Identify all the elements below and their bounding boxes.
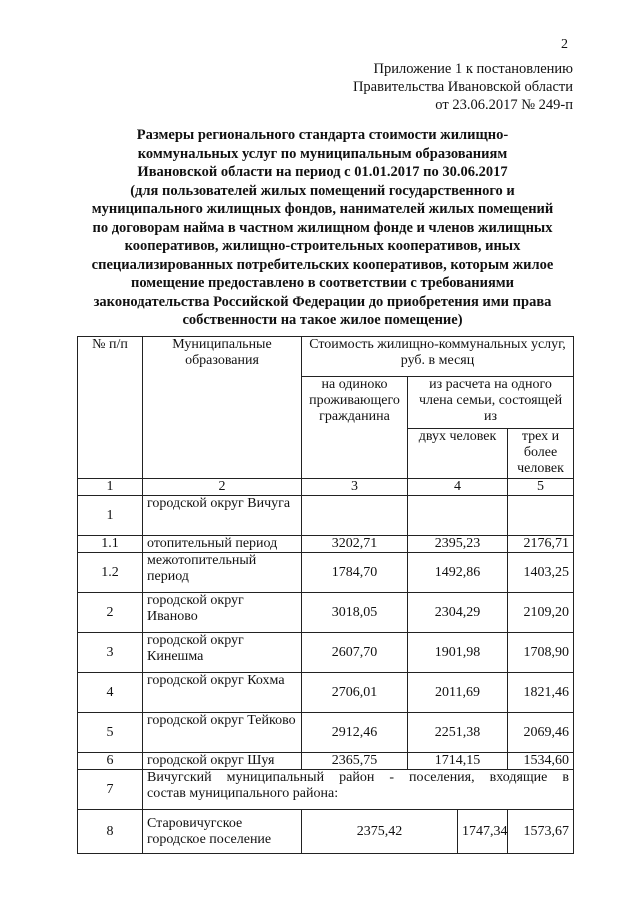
appendix-line: Приложение 1 к постановлению (373, 61, 573, 77)
section-line: Вичугский муниципальный район - поселения, входящие в (147, 770, 570, 785)
row-num: 8 (78, 810, 143, 854)
title-line: помещение предоставлено в соответствии с требованиями (130, 275, 515, 291)
row-num: 3 (78, 633, 143, 673)
header-num: № п/п (78, 337, 143, 479)
row-three: 2176,71 (508, 536, 574, 553)
row-name: межотопительный период (143, 553, 302, 593)
header-two: двух человек (408, 429, 508, 479)
row-three: 2109,20 (508, 593, 574, 633)
row-name: городской округ Вичуга (143, 496, 302, 536)
row-name: городской округ Шуя (143, 753, 302, 770)
row-name: городской округ Тейково (143, 713, 302, 753)
title-line: собственности на такое жилое помещение) (182, 312, 463, 328)
row-two: 2011,69 (408, 673, 508, 713)
row-three: 1708,90 (508, 633, 574, 673)
row-two: 1492,86 (408, 553, 508, 593)
title-line: (для пользователей жилых помещений государственного и (130, 182, 515, 199)
title-line: законодательства Российской Федерации до приобретения ими права (93, 293, 552, 310)
section-line: состав муниципального района: (147, 786, 339, 801)
row-single: 3202,71 (302, 536, 408, 553)
header-single: на одиноко проживающего гражданина (302, 377, 408, 479)
title-line: муниципального жилищных фондов, нанимателей жилых помещений (91, 201, 554, 217)
row-num: 2 (78, 593, 143, 633)
row-single: 3018,05 (302, 593, 408, 633)
title-line: по договорам найма в частном жилищном фонде и членов жилищных (92, 219, 553, 236)
row-single: 2912,46 (302, 713, 408, 753)
col-number: 5 (508, 479, 574, 496)
row-single: 1784,70 (302, 553, 408, 593)
table-row (78, 553, 574, 593)
table-row (78, 753, 574, 770)
table-row (78, 496, 574, 536)
row-two (408, 496, 508, 536)
row-single: 2607,70 (302, 633, 408, 673)
document-title (70, 126, 575, 330)
table-row (78, 810, 574, 854)
col-number: 3 (302, 479, 408, 496)
row-two: 1901,98 (408, 633, 508, 673)
header-cost: Стоимость жилищно-коммунальных услуг, руб. в месяц (302, 337, 574, 377)
row-num: 6 (78, 753, 143, 770)
appendix-line: Правительства Ивановской области (352, 79, 573, 95)
appendix-note (353, 60, 573, 114)
row-three: 1573,67 (508, 810, 574, 854)
row-name: отопительный период (143, 536, 302, 553)
table-row (78, 713, 574, 753)
row-three: 1534,60 (508, 753, 574, 770)
page-number: 2 (561, 37, 568, 52)
row-name: Старовичугское городское поселение (143, 810, 302, 854)
title-line: кооперативов, жилищно-строительных кооперативов, иных (124, 238, 521, 254)
row-two: 2395,23 (408, 536, 508, 553)
header-municipality: Муниципальные образования (143, 337, 302, 479)
row-num: 4 (78, 673, 143, 713)
row-single: 2365,75 (302, 753, 408, 770)
row-single (302, 496, 408, 536)
title-line: специализированных потребительских кооперативов, которым жилое (91, 256, 554, 273)
table-row (78, 633, 574, 673)
table-row (78, 536, 574, 553)
row-section-text (143, 770, 574, 810)
row-two: 1747,34 (458, 810, 508, 854)
col-number: 1 (78, 479, 143, 496)
header-three-plus: трех и более человек (508, 429, 574, 479)
row-three (508, 496, 574, 536)
row-num: 1.2 (78, 553, 143, 593)
table-row (78, 673, 574, 713)
col-number: 4 (408, 479, 508, 496)
cost-table (77, 336, 574, 854)
row-two: 2304,29 (408, 593, 508, 633)
row-two: 2251,38 (408, 713, 508, 753)
table-row (78, 770, 574, 810)
row-three: 1403,25 (508, 553, 574, 593)
row-num: 7 (78, 770, 143, 810)
appendix-line: от 23.06.2017 № 249-п (435, 97, 573, 113)
table-row (78, 593, 574, 633)
row-num: 1.1 (78, 536, 143, 553)
row-name: городской округ Кинешма (143, 633, 302, 673)
title-line: коммунальных услуг по муниципальным образованиям (137, 145, 508, 162)
row-three: 1821,46 (508, 673, 574, 713)
title-line: Ивановской области на период с 01.01.2017 по 30.06.2017 (137, 164, 508, 180)
row-two: 1714,15 (408, 753, 508, 770)
row-name: городской округ Кохма (143, 673, 302, 713)
row-single: 2706,01 (302, 673, 408, 713)
row-name: городской округ Иваново (143, 593, 302, 633)
header-per-member: из расчета на одного члена семьи, состоящей из (408, 377, 574, 429)
row-single: 2375,42 (302, 810, 458, 854)
col-number: 2 (143, 479, 302, 496)
row-num: 5 (78, 713, 143, 753)
title-line: Размеры регионального стандарта стоимости жилищно- (136, 127, 509, 143)
row-three: 2069,46 (508, 713, 574, 753)
row-num: 1 (78, 496, 143, 536)
